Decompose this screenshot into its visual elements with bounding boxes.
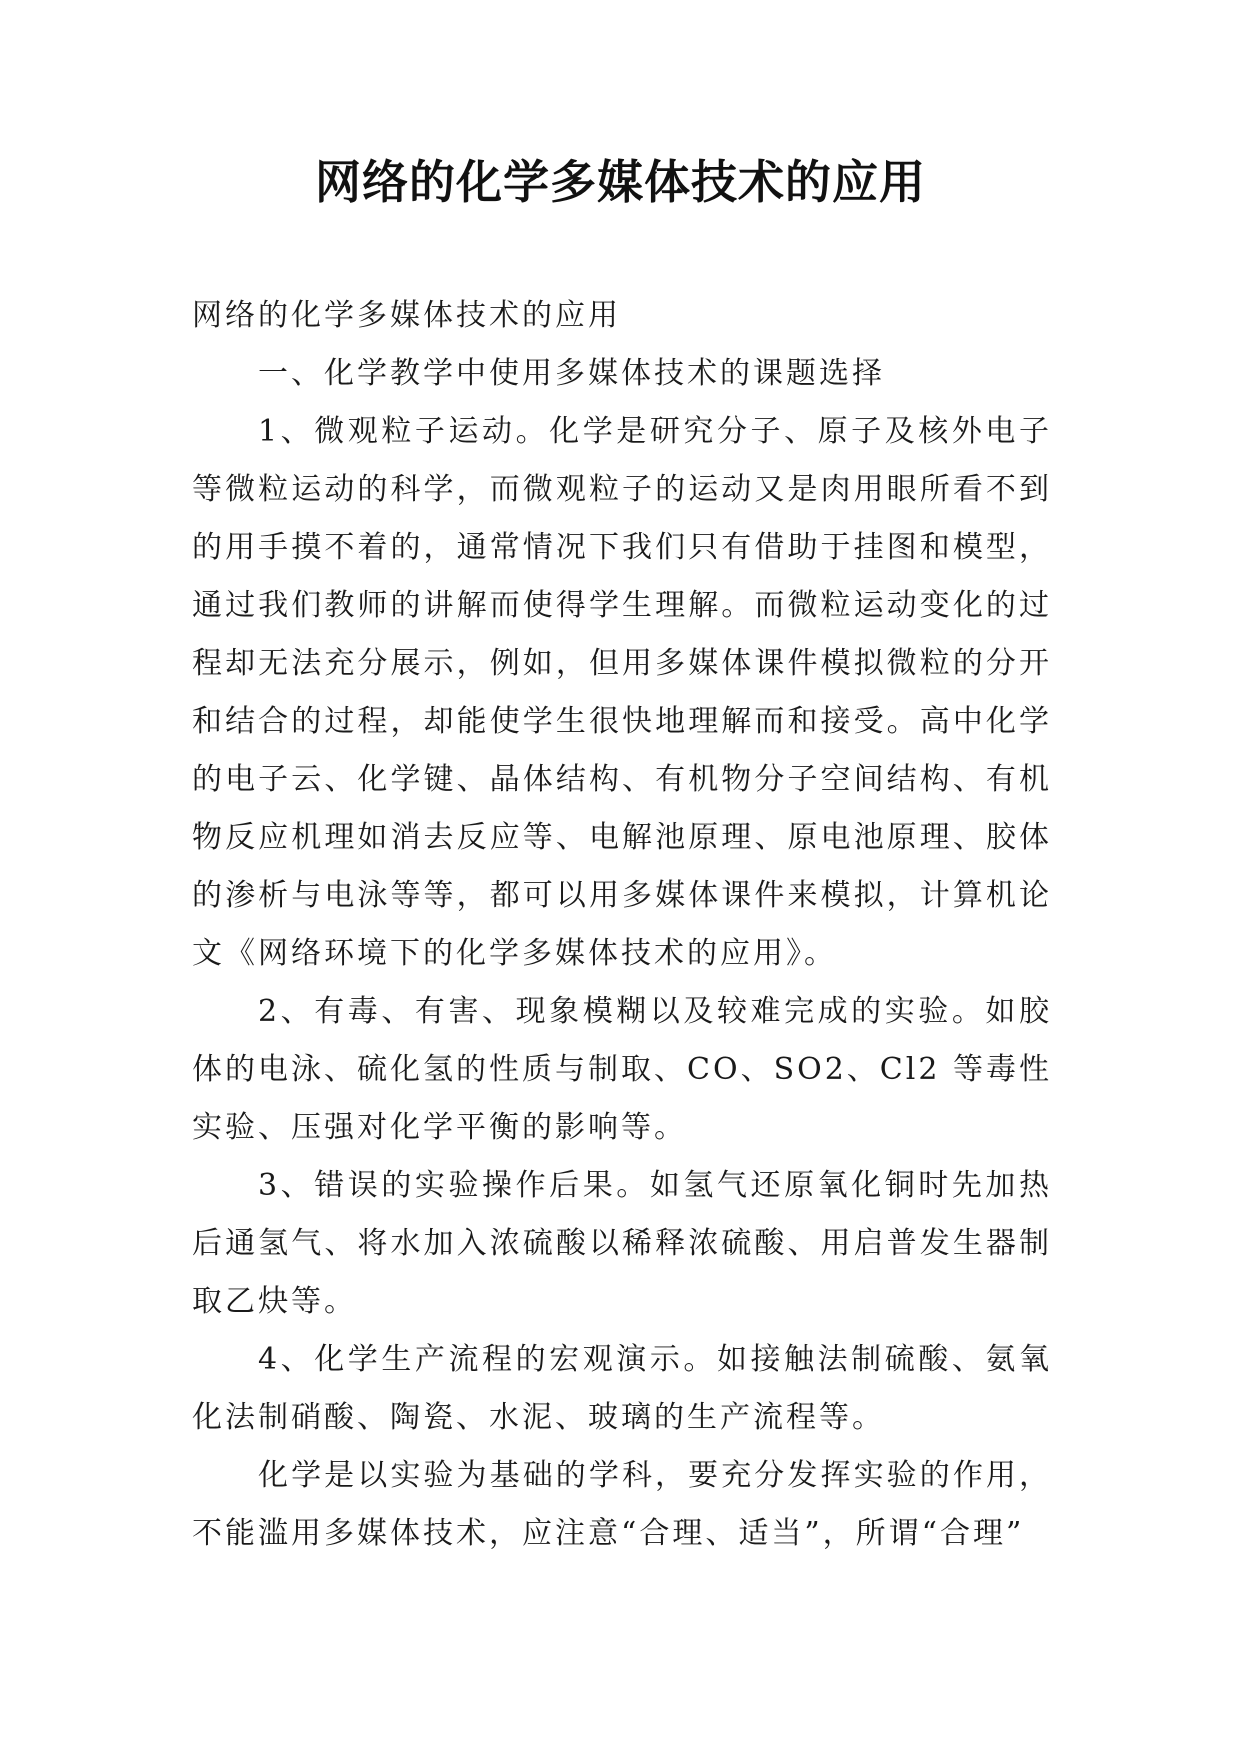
paragraph-item-3: 3、错误的实验操作后果。如氢气还原氧化铜时先加热后通氢气、将水加入浓硫酸以稀释浓硫酸、用启普发生器制取乙炔等。 <box>192 1168 1052 1319</box>
paragraph-item-1: 1、微观粒子运动。化学是研究分子、原子及核外电子等微粒运动的科学，而微观粒子的运动又是肉用眼所看不到的用手摸不着的，通常情况下我们只有借助于挂图和模型，通过我们教师的讲解而使得学生理解。而微粒运动变化的过程却无法充分展示，例如，但用多媒体课件模拟微粒的分开和结合的过程，却能使学生很快地理解而和接受。高中化学的电子云、化学键、晶体结构、有机物分子空间结构、有机物反应机理如消去反应等、电解池原理、原电池原理、胶体的渗析与电泳等等，都可以用多媒体课件来模拟，计算机论文《网络环境下的化学多媒体技术的应用》。 <box>192 414 1052 971</box>
paragraph-item-4: 4、化学生产流程的宏观演示。如接触法制硫酸、氨氧化法制硝酸、陶瓷、水泥、玻璃的生产流程等。 <box>192 1342 1052 1435</box>
paragraph-item-2: 2、有毒、有害、现象模糊以及较难完成的实验。如胶体的电泳、硫化氢的性质与制取、CO、SO2、Cl2 等毒性实验、压强对化学平衡的影响等。 <box>192 994 1052 1145</box>
document-body <box>192 287 1052 1563</box>
paragraph-section-heading: 一、化学教学中使用多媒体技术的课题选择 <box>258 356 885 391</box>
paragraph-subtitle: 网络的化学多媒体技术的应用 <box>192 298 621 333</box>
paragraph-conclusion: 化学是以实验为基础的学科，要充分发挥实验的作用，不能滥用多媒体技术，应注意“合理、适当”，所谓“合理” <box>192 1458 1052 1551</box>
document-title: 网络的化学多媒体技术的应用 <box>315 155 926 209</box>
